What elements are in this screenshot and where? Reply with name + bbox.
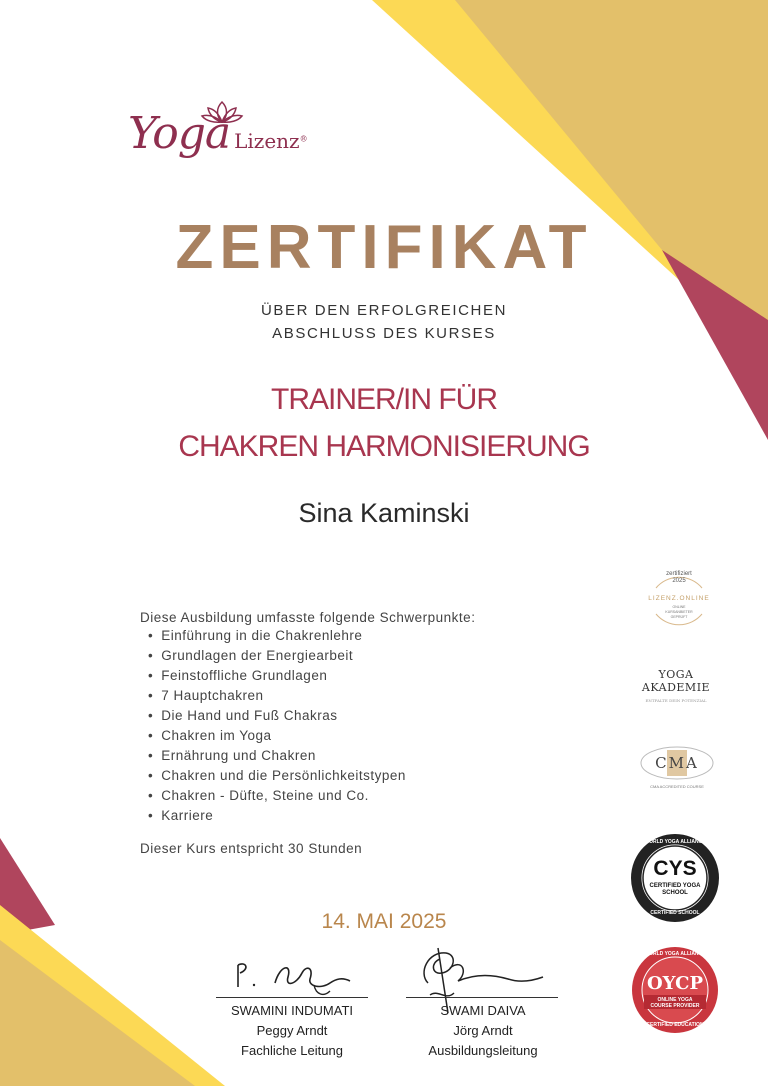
seal-year: 2025 xyxy=(672,578,686,584)
signature-peggy-arndt xyxy=(230,955,360,1000)
lizenz-online-seal xyxy=(644,566,714,636)
seal-sub-2: KURSANBIETER xyxy=(665,610,693,614)
signature-block-1 xyxy=(202,1001,382,1061)
course-title-line-2: CHAKREN HARMONISIERUNG xyxy=(178,430,590,463)
registered-mark: ® xyxy=(299,134,308,144)
list-item: • Chakren - Düfte, Steine und Co. xyxy=(148,786,406,806)
topics-list xyxy=(148,626,406,826)
cys-seal xyxy=(630,833,720,923)
signatory-name: Peggy Arndt xyxy=(256,1023,328,1038)
list-item: • Ernährung und Chakren xyxy=(148,746,406,766)
subtitle-line-1: ÜBER DEN ERFOLGREICHEN xyxy=(260,302,508,319)
list-item: • Chakren und die Persönlichkeitstypen xyxy=(148,766,406,786)
cys-ring-text: WORLD YOGA ALLIANCE xyxy=(644,839,706,845)
topics-intro: Diese Ausbildung umfasste folgende Schwerpunkte: xyxy=(140,610,476,625)
signature-line-1 xyxy=(216,997,368,998)
signature-block-2 xyxy=(393,1001,573,1061)
logo-word-yoga: Yoga xyxy=(128,108,231,159)
cys-main-text: CYS xyxy=(653,857,697,880)
list-item: • Einführung in die Chakrenlehre xyxy=(148,626,406,646)
oycp-sub-1: ONLINE YOGA xyxy=(657,997,693,1003)
akademie-tagline: ENTFALTE DEIN POTENZIAL xyxy=(645,698,707,703)
yoga-akademie-logo xyxy=(636,668,716,713)
signatory-role: Ausbildungsleitung xyxy=(428,1043,538,1058)
oycp-sub-2: COURSE PROVIDER xyxy=(650,1003,700,1009)
akademie-line-2: AKADEMIE xyxy=(641,681,711,694)
list-item: • Feinstoffliche Grundlagen xyxy=(148,666,406,686)
yoga-lizenz-logo xyxy=(128,100,308,175)
cys-bottom-text: CERTIFIED SCHOOL xyxy=(650,910,700,916)
recipient-name: Sina Kaminski xyxy=(298,498,470,528)
certificate-date: 14. MAI 2025 xyxy=(321,910,447,933)
course-hours: Dieser Kurs entspricht 30 Stunden xyxy=(140,841,363,856)
signatory-name: Jörg Arndt xyxy=(453,1023,513,1038)
subtitle-line-2: ABSCHLUSS DES KURSES xyxy=(272,325,496,342)
list-item: • Chakren im Yoga xyxy=(148,726,406,746)
cma-main-text: CMA xyxy=(655,754,699,772)
signatory-role: Fachliche Leitung xyxy=(241,1043,343,1058)
cys-sub-1: CERTIFIED YOGA xyxy=(649,883,701,889)
oycp-main-text: OYCP xyxy=(646,973,704,994)
signatory-title: SWAMI DAIVA xyxy=(440,1003,526,1018)
seal-sub-1: ONLINE xyxy=(672,605,686,609)
course-title-line-1: TRAINER/IN FÜR xyxy=(271,383,497,416)
signature-line-2 xyxy=(406,997,558,998)
cys-sub-2: SCHOOL xyxy=(662,890,688,896)
cma-caption: CMA ACCREDITED COURSE xyxy=(650,784,704,789)
seal-main-text: LIZENZ.ONLINE xyxy=(648,595,710,602)
cma-accreditation-logo xyxy=(638,744,716,794)
list-item: • Die Hand und Fuß Chakras xyxy=(148,706,406,726)
oycp-ring-text: WORLD YOGA ALLIANCE xyxy=(644,951,706,957)
seal-sub-3: GEPRÜFT xyxy=(670,615,688,619)
akademie-line-1: YOGA xyxy=(658,668,694,681)
list-item: • Grundlagen der Energiearbeit xyxy=(148,646,406,666)
list-item: • Karriere xyxy=(148,806,406,826)
list-item: • 7 Hauptchakren xyxy=(148,686,406,706)
oycp-seal xyxy=(630,945,720,1035)
oycp-bottom-text: CERTIFIED EDUCATION xyxy=(646,1022,704,1028)
signatory-title: SWAMINI INDUMATI xyxy=(230,1003,354,1018)
logo-word-lizenz: Lizenz xyxy=(234,129,300,153)
seal-top-text: zertifiziert xyxy=(666,571,692,577)
certificate-title: ZERTIFIKAT xyxy=(175,213,593,282)
